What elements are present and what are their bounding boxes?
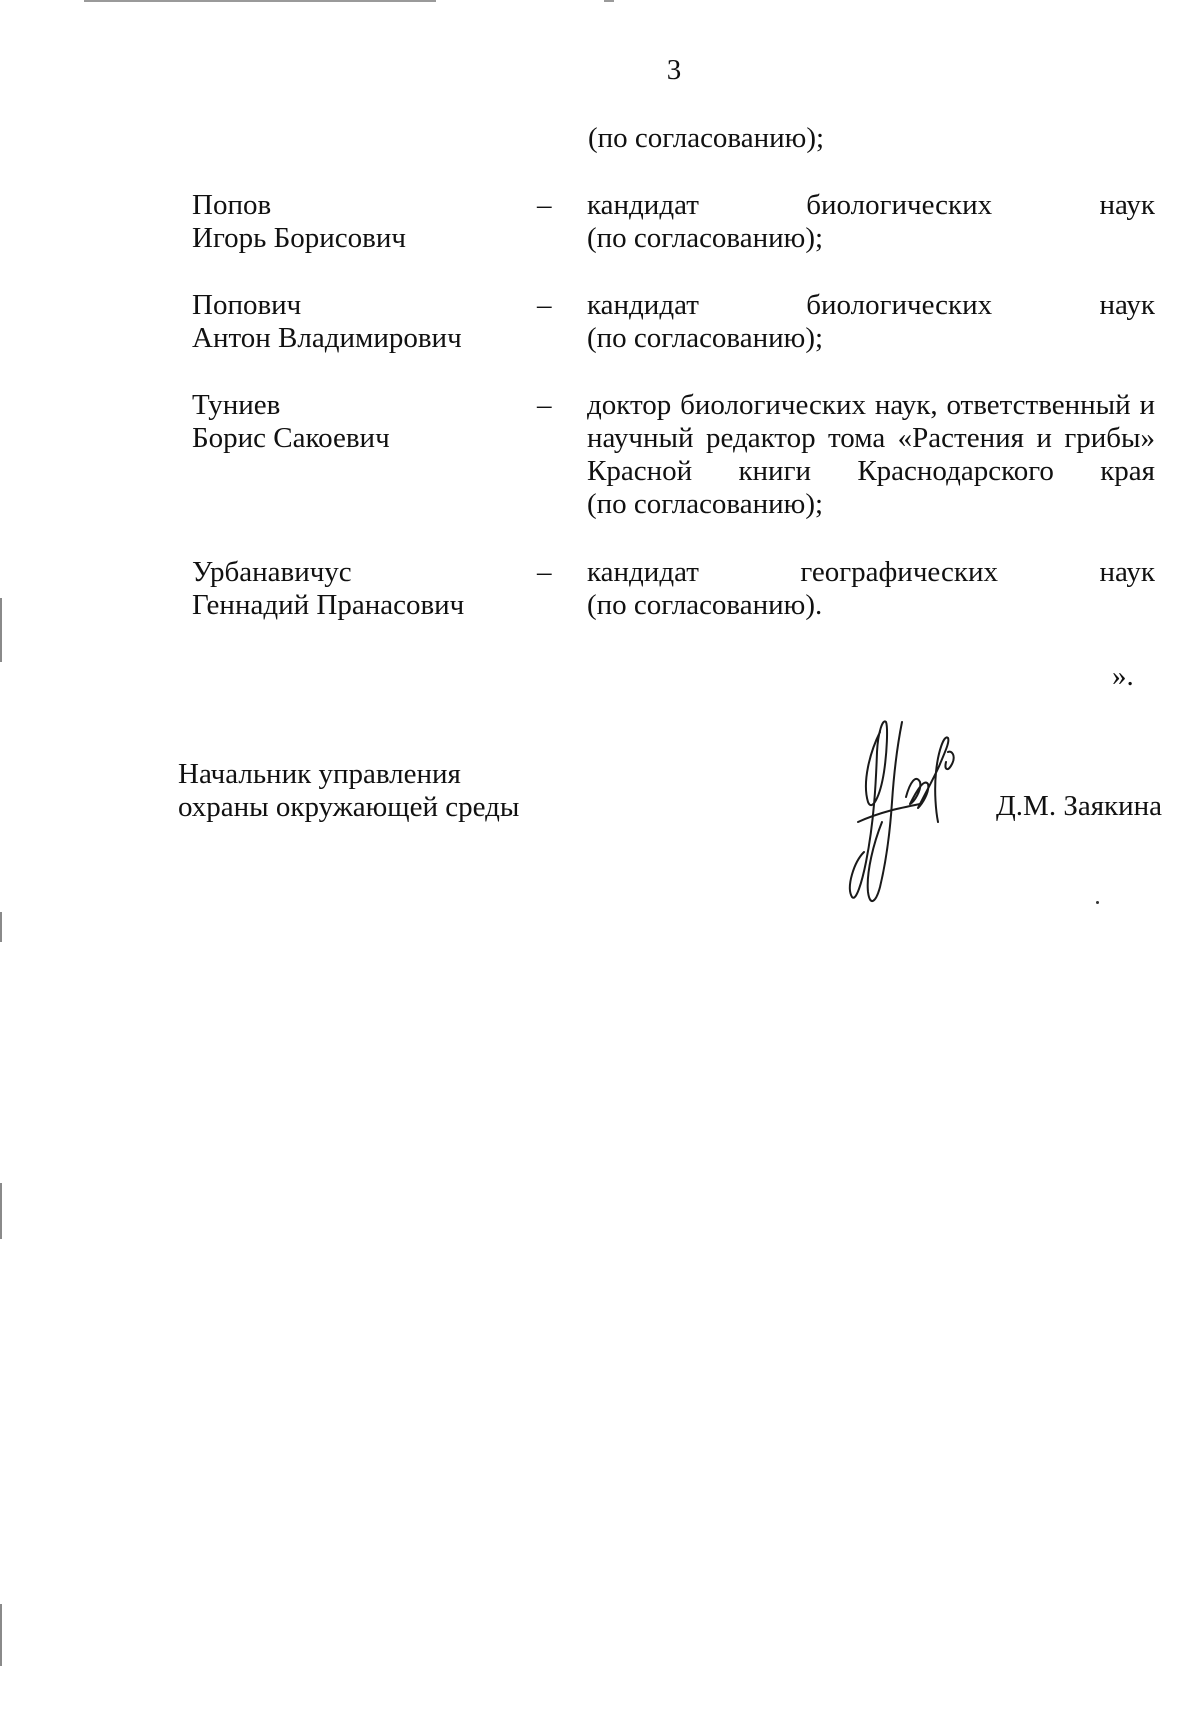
signatory-position <box>178 758 519 824</box>
description-line: (по согласованию); <box>587 322 824 354</box>
member-description <box>587 556 1155 622</box>
description-line: Красной книги Краснодарского края <box>587 455 1155 487</box>
description-line: (по согласованию). <box>587 589 823 621</box>
member-surname: Попов <box>192 189 272 221</box>
member-given-name: Борис Сакоевич <box>192 422 390 454</box>
description-word: биологических <box>806 289 993 321</box>
scan-artifact-left-mark <box>0 1604 2 1666</box>
dash-separator: – <box>537 189 552 221</box>
member-given-name: Игорь Борисович <box>192 222 406 254</box>
member-name <box>192 289 512 355</box>
signatory-position-line: Начальник управления <box>178 758 461 790</box>
description-line: (по согласованию); <box>587 222 824 254</box>
member-name <box>192 556 512 622</box>
description-line: доктор биологических наук, ответственный и <box>587 389 1155 421</box>
signatory-position-line: охраны окружающей среды <box>178 791 520 823</box>
member-name <box>192 189 512 255</box>
member-description <box>587 289 1155 355</box>
scan-artifact-left-mark <box>0 1183 2 1239</box>
description-word: кандидат <box>587 556 699 588</box>
member-surname: Попович <box>192 289 302 321</box>
member-surname: Урбанавичус <box>192 556 352 588</box>
dash-separator: – <box>537 556 552 588</box>
member-description <box>587 389 1155 521</box>
dash-separator: – <box>537 389 552 421</box>
dash-separator: – <box>537 289 552 321</box>
member-name <box>192 389 512 455</box>
description-line <box>587 189 1155 222</box>
description-word: кандидат <box>587 289 699 321</box>
description-line <box>587 556 1155 589</box>
description-line: научный редактор тома «Растения и грибы» <box>587 422 1155 454</box>
scan-artifact-left-mark <box>0 598 2 662</box>
scan-artifact-line <box>84 0 436 2</box>
member-given-name: Антон Владимирович <box>192 322 462 354</box>
description-word: наук <box>1099 189 1155 221</box>
signatory-name: Д.М. Заякина <box>996 790 1163 822</box>
description-word: географических <box>800 556 998 588</box>
continuation-text: (по согласованию); <box>588 122 825 154</box>
scan-artifact-dot <box>1096 901 1099 904</box>
handwritten-signature <box>840 712 970 912</box>
scan-artifact-left-mark <box>0 912 2 942</box>
description-line <box>587 289 1155 322</box>
member-given-name: Геннадий Пранасович <box>192 589 465 621</box>
description-word: наук <box>1099 289 1155 321</box>
member-surname: Туниев <box>192 389 281 421</box>
description-word: биологических <box>806 189 993 221</box>
closing-quote: ». <box>1112 660 1134 692</box>
description-word: наук <box>1099 556 1155 588</box>
description-line: (по согласованию); <box>587 488 824 520</box>
member-description <box>587 189 1155 255</box>
page-number: 3 <box>666 54 682 86</box>
scan-artifact-dot <box>604 0 614 2</box>
description-word: кандидат <box>587 189 699 221</box>
